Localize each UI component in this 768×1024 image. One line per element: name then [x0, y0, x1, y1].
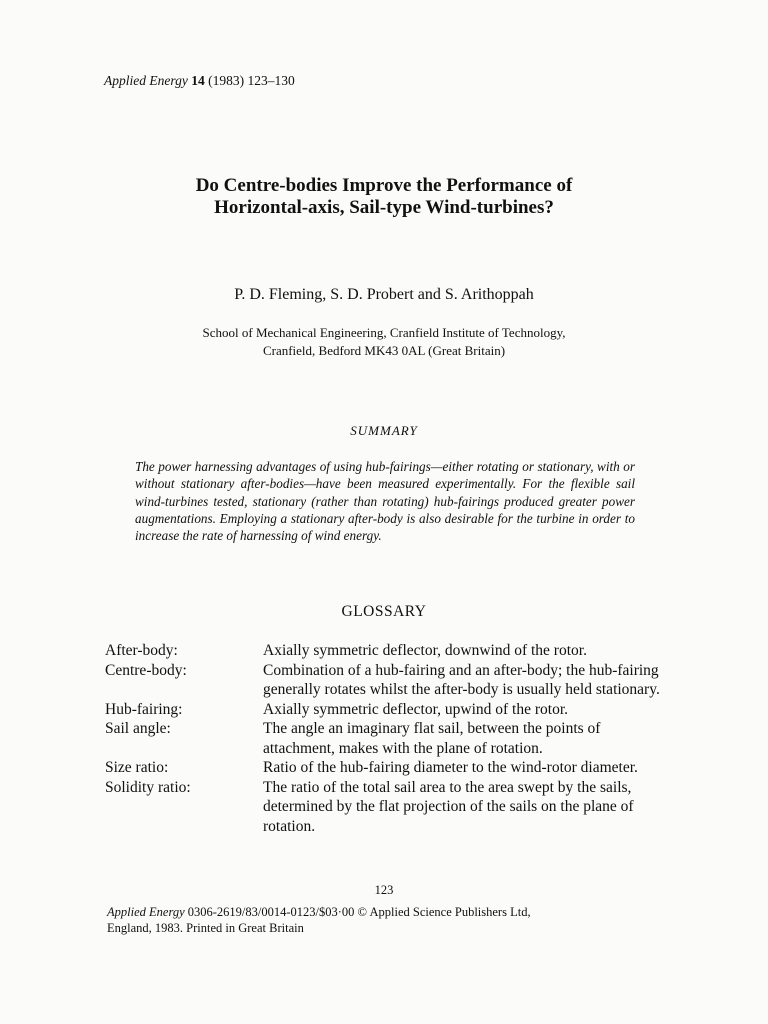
- glossary-list: [105, 641, 665, 836]
- page-number: 123: [374, 883, 394, 897]
- glossary-entry: [105, 719, 665, 758]
- glossary-term: Hub-fairing:: [105, 700, 183, 718]
- paper-title: [0, 175, 768, 219]
- glossary-entry: [105, 661, 665, 700]
- glossary-term: After-body:: [105, 642, 178, 659]
- journal-name: Applied Energy: [104, 73, 188, 88]
- publication-footer: [107, 904, 663, 936]
- footer-journal-name: Applied Energy: [107, 905, 185, 919]
- journal-volume: 14: [191, 73, 205, 88]
- footer-line-2: England, 1983. Printed in Great Britain: [107, 921, 304, 935]
- journal-year-pages: (1983) 123–130: [208, 73, 295, 88]
- glossary-entry: [105, 700, 665, 720]
- affiliation-line: School of Mechanical Engineering, Cranfield Institute of Technology,: [202, 325, 566, 340]
- glossary-entry: [105, 778, 665, 837]
- glossary-entry: [105, 641, 665, 661]
- glossary-entry: [105, 758, 665, 778]
- glossary-definition: Axially symmetric deflector, downwind of the rotor.: [263, 642, 587, 659]
- journal-citation: [104, 73, 295, 89]
- glossary-definition: The angle an imaginary flat sail, between the points of attachment, makes with the plane of rotation.: [263, 720, 601, 757]
- glossary-term: Solidity ratio:: [105, 778, 191, 796]
- glossary-term: Centre-body:: [105, 661, 187, 679]
- affiliation-line: Cranfield, Bedford MK43 0AL (Great Britain): [262, 343, 506, 358]
- footer-issn-publisher: 0306-2619/83/0014-0123/$03·00 © Applied Science Publishers Ltd,: [184, 905, 531, 919]
- glossary-heading: GLOSSARY: [341, 603, 427, 620]
- glossary-definition: The ratio of the total sail area to the area swept by the sails, determined by the flat projection of the sails on the plane of rotation.: [263, 778, 634, 835]
- glossary-definition: Ratio of the hub-fairing diameter to the wind-rotor diameter.: [263, 759, 638, 776]
- glossary-definition: Combination of a hub-fairing and an after-body; the hub-fairing generally rotates whilst the after-body is usually held stationary.: [263, 661, 660, 698]
- glossary-term: Sail angle:: [105, 720, 171, 737]
- title-line: Do Centre-bodies Improve the Performance of: [195, 175, 573, 196]
- title-line: Horizontal-axis, Sail-type Wind-turbines?: [214, 197, 554, 218]
- authors: P. D. Fleming, S. D. Probert and S. Arithoppah: [234, 286, 534, 303]
- glossary-term: Size ratio:: [105, 759, 169, 776]
- summary-heading: SUMMARY: [350, 423, 418, 438]
- footer-line-1: [107, 904, 663, 920]
- glossary-definition: Axially symmetric deflector, upwind of the rotor.: [263, 700, 568, 718]
- summary-text: The power harnessing advantages of using hub-fairings—either rotating or stationary, with or without stationary after-bodies—have been measured experimentally. For the flexible sail wind-turbines tested, stationary (rather than rotating) hub-fairings produced greater power augmentations. Employing a stationary after-body is also desirable for the turbine in order to increase the rate of harnessing of wind energy.: [135, 459, 635, 544]
- affiliation: [0, 324, 768, 360]
